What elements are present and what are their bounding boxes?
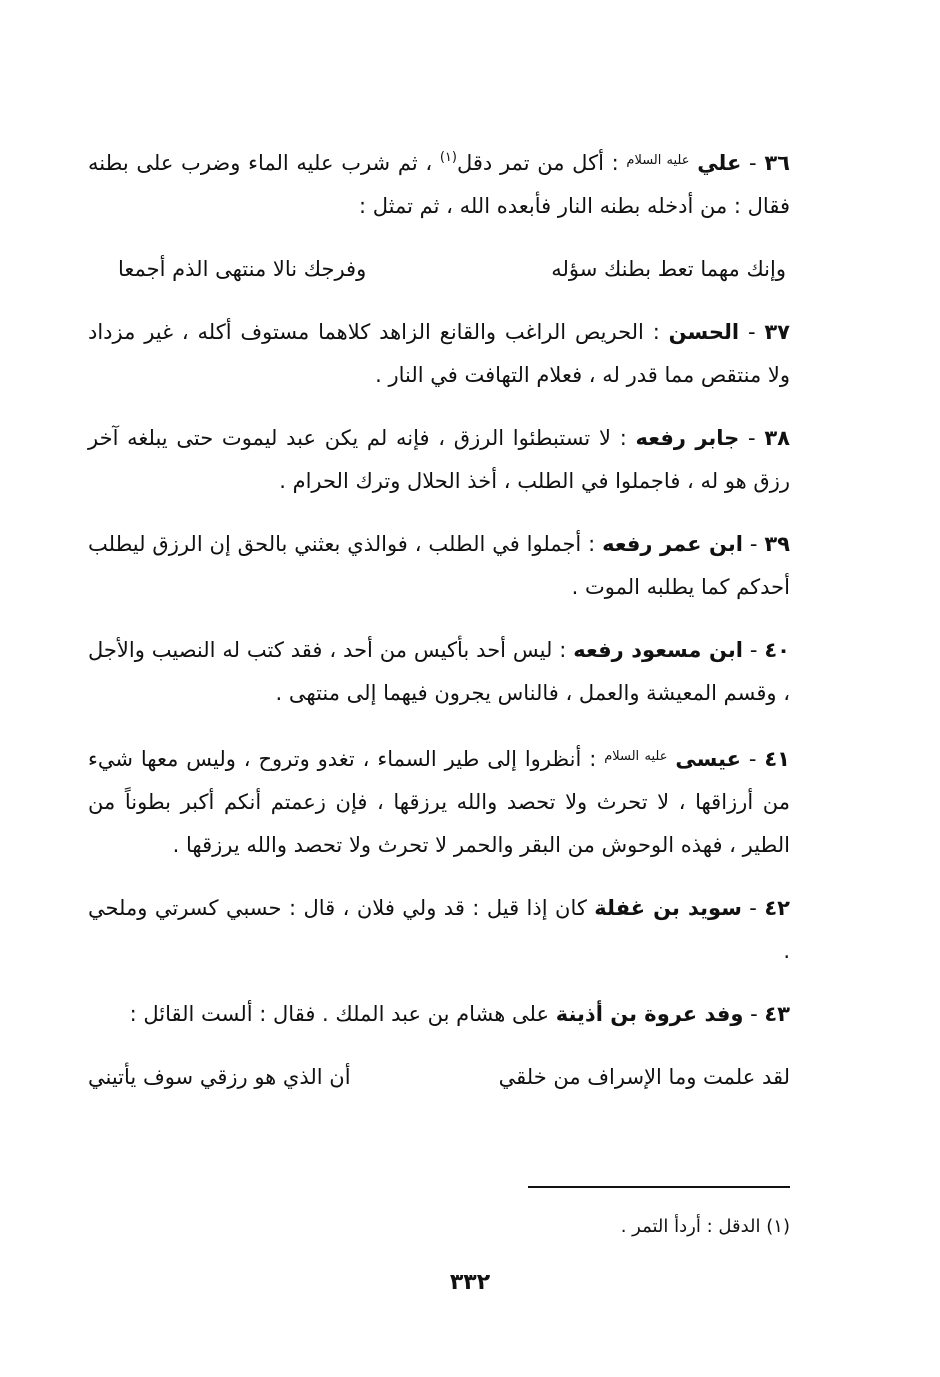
verse-line (88, 248, 790, 291)
entry-38: ٣٨ - جابر رفعه : لا تستبطئوا الرزق ، فإنه لم يكن عبد ليموت حتى يبلغه آخر رزق هو له ، فاجملوا في الطلب ، أخذ الحلال وترك الحرام . (88, 426, 790, 493)
entry-text: : الحريص الراغب والقانع الزاهد كلاهما مستوف أكله ، غير مزداد ولا منتقص مما قدر له ، فعلام التهافت في النار . (88, 320, 790, 387)
honorific-glyph: عليه السلام (626, 153, 690, 168)
entry-name: وفد عروة بن أذينة (555, 1002, 744, 1026)
entry-number: ٣٨ (764, 426, 790, 450)
entry-text: كان إذا قيل : قد ولي فلان ، قال : حسبي كسرتي وملحي . (88, 896, 790, 963)
entry-39: ٣٩ - ابن عمر رفعه : أجملوا في الطلب ، فوالذي بعثني بالحق إن الرزق ليطلب أحدكم كما يطلبه الموت . (88, 532, 790, 599)
entry-number: ٤٣ (764, 1002, 790, 1026)
entry-text: : ليس أحد بأكيس من أحد ، فقد كتب له النصيب والأجل ، وقسم المعيشة والعمل ، فالناس يجرون فيهما إلى منتهى . (88, 638, 790, 705)
entry-40: ٤٠ - ابن مسعود رفعه : ليس أحد بأكيس من أحد ، فقد كتب له النصيب والأجل ، وقسم المعيشة والعمل ، فالناس يجرون فيهما إلى منتهى . (88, 638, 790, 705)
footnote-text: الدقل : أردأ التمر . (620, 1216, 761, 1237)
entry-number: ٣٩ (764, 532, 790, 556)
footnote-reference[interactable]: (١) (439, 150, 457, 165)
entry-41: ٤١ - عيسى $^{عليه السلام}$ : أنظروا إلى طير السماء ، تغدو وتروح ، وليس معها شيء من أرزاقها ، لا تحرث ولا تحصد والله يرزقها ، فإن زعمتم أنكم أكبر بطوناً من الطير ، فهذه الوحوش من البقر والحمر لا تحرث ولا تحصد والله يرزقها . (88, 747, 790, 857)
footnote-marker: (١) (766, 1216, 790, 1237)
entry-number: ٣٧ (764, 320, 790, 344)
entry-text: : أنظروا إلى طير السماء ، تغدو وتروح ، وليس معها شيء من أرزاقها ، لا تحرث ولا تحصد والله يرزقها ، فإن زعمتم أنكم أكبر بطوناً من الطير ، فهذه الوحوش من البقر والحمر لا تحرث ولا تحصد والله يرزقها . (88, 747, 790, 857)
entry-number: ٤١ (764, 747, 790, 771)
verse-first-hemistich: وإنك مهما تعط بطنك سؤله (551, 257, 786, 281)
entry-37: ٣٧ - الحسن : الحريص الراغب والقانع الزاهد كلاهما مستوف أكله ، غير مزداد ولا منتقص مما قدر له ، فعلام التهافت في النار . (88, 320, 790, 387)
entry-number: ٣٦ (764, 151, 790, 175)
entry-name: علي (697, 151, 742, 175)
honorific-glyph: عليه السلام (604, 749, 668, 764)
entry-text: : أجملوا في الطلب ، فوالذي بعثني بالحق إن الرزق ليطلب أحدكم كما يطلبه الموت . (88, 532, 790, 599)
verse-second-hemistich: وفرجك نالا منتهى الذم أجمعا (118, 257, 367, 281)
page-body (88, 136, 790, 1119)
entry-text: : أكل من تمر دقل (456, 151, 619, 175)
entry-text: ، ثم شرب عليه الماء وضرب على بطنه فقال : من أدخله بطنه النار فأبعده الله ، ثم تمثل : (88, 151, 790, 218)
entry-name: ابن مسعود رفعه (573, 638, 743, 662)
entry-number: ٤٢ (764, 896, 790, 920)
footnote (88, 1212, 790, 1242)
entry-name: ابن عمر رفعه (602, 532, 744, 556)
page-number: ٣٣٢ (449, 1270, 491, 1295)
verse-first-hemistich: لقد علمت وما الإسراف من خلقي (498, 1065, 790, 1089)
entry-name: عيسى (675, 747, 741, 771)
entry-name: سويد بن غفلة (594, 896, 742, 920)
entry-name: جابر رفعه (635, 426, 740, 450)
entry-43: ٤٣ - وفد عروة بن أذينة على هشام بن عبد الملك . فقال : ألست القائل : (129, 1002, 790, 1026)
entry-42: ٤٢ - سويد بن غفلة كان إذا قيل : قد ولي فلان ، قال : حسبي كسرتي وملحي . (88, 896, 790, 963)
verse-second-hemistich: أن الذي هو رزقي سوف يأتيني (88, 1065, 351, 1089)
footnote-divider (528, 1186, 790, 1188)
entry-name: الحسن (668, 320, 740, 344)
verse-line (88, 1056, 790, 1099)
entry-36: ٣٦ - علي $^{عليه السلام}$ : أكل من تمر دقل$^{(١)}$ ، ثم شرب عليه الماء وضرب على بطنه فقال : من أدخله بطنه النار فأبعده الله ، ثم تمثل : (88, 150, 790, 218)
entry-text: : لا تستبطئوا الرزق ، فإنه لم يكن عبد ليموت حتى يبلغه آخر رزق هو له ، فاجملوا في الطلب ، أخذ الحلال وترك الحرام . (88, 426, 790, 493)
entry-number: ٤٠ (764, 638, 790, 662)
entry-text: على هشام بن عبد الملك . فقال : ألست القائل : (129, 1002, 550, 1026)
